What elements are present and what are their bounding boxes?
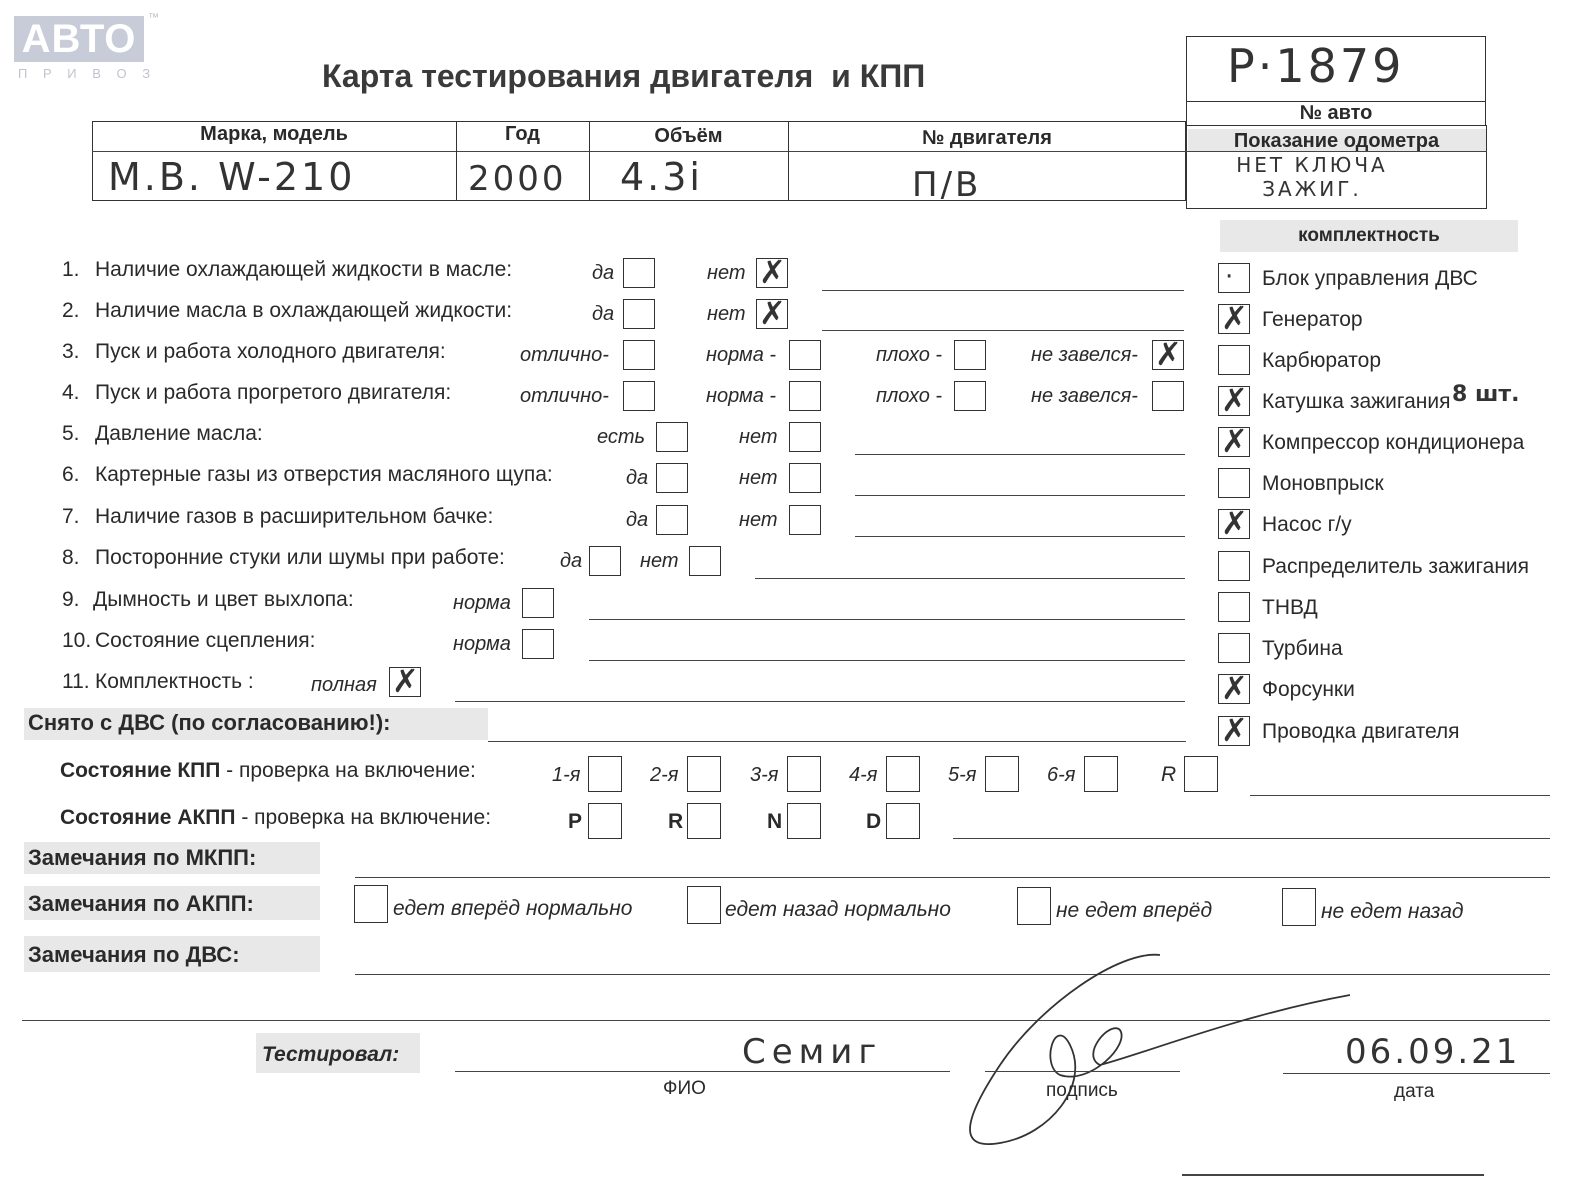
akpp-gear-p: P: [568, 810, 583, 833]
row-3-opt-excellent: отлично-: [520, 344, 609, 366]
kpp-gear-1-checkbox[interactable]: [588, 756, 622, 792]
check-mark-icon: ✗: [1155, 335, 1182, 373]
kpp-gear-3: 3-я: [750, 764, 779, 786]
remarks-mkpp-label: Замечания по МКПП:: [28, 845, 257, 870]
completeness-checkbox-ac-compressor[interactable]: [1218, 422, 1250, 460]
kpp-gear-1: 1-я: [552, 764, 581, 786]
akpp-no-forward-label: не едет вперёд: [1056, 899, 1213, 922]
completeness-checkbox-carburetor[interactable]: [1218, 345, 1250, 375]
row-1-number: 1.: [62, 258, 80, 281]
value-model: M.B. W-210: [108, 155, 356, 199]
row-6-opt-no: нет: [739, 467, 778, 489]
row-3-normal-checkbox[interactable]: [789, 340, 821, 370]
row-4-excellent-checkbox[interactable]: [623, 381, 655, 411]
row-4-text: Пуск и работа прогретого двигателя:: [95, 381, 452, 404]
row-7-opt-no: нет: [739, 509, 778, 531]
page-title: Карта тестирования двигателя и КПП: [322, 58, 926, 94]
row-2-no-checkbox[interactable]: [756, 294, 788, 332]
row-6-opt-yes: да: [626, 467, 649, 489]
row-4-nostart-checkbox[interactable]: [1152, 381, 1184, 411]
row-5-opt-yes: есть: [597, 426, 646, 448]
row-5-no-checkbox[interactable]: [789, 422, 821, 452]
row-11-full-checkbox[interactable]: [389, 662, 421, 700]
row-2-text: Наличие масла в охлаждающей жидкости:: [95, 299, 513, 322]
check-mark-icon: ✗: [1221, 504, 1248, 542]
check-mark-icon: ✗: [1221, 381, 1248, 419]
col-volume: Объём: [654, 125, 723, 147]
row-4-normal-checkbox[interactable]: [789, 381, 821, 411]
kpp-gear-6: 6-я: [1047, 764, 1076, 786]
row-4-opt-nostart: не завелся-: [1031, 385, 1138, 407]
row-5-text: Давление масла:: [95, 422, 263, 445]
value-engine-no: П/В: [912, 165, 982, 205]
logo-sub: П Р И В О З: [18, 66, 157, 81]
row-1-opt-no: нет: [707, 262, 746, 284]
akpp-label: [60, 806, 491, 830]
dot-mark-icon: ·: [1225, 262, 1234, 292]
completeness-item-carburetor: Карбюратор: [1262, 349, 1382, 372]
akpp-gear-r: R: [668, 810, 684, 833]
row-5-number: 5.: [62, 422, 80, 445]
logo-tm: ™: [148, 12, 159, 24]
completeness-checkbox-ecu[interactable]: [1218, 263, 1250, 293]
row-3-opt-bad: плохо -: [876, 344, 943, 366]
removed-label: Снято с ДВС (по согласованию!):: [28, 710, 391, 735]
kpp-gear-2: 2-я: [650, 764, 679, 786]
check-mark-icon: ✗: [759, 253, 786, 291]
kpp-gear-5-checkbox[interactable]: [985, 756, 1019, 792]
row-11-number: 11.: [62, 670, 90, 693]
row-3-bad-checkbox[interactable]: [954, 340, 986, 370]
logo-main: АВТО: [14, 16, 144, 62]
akpp-label-rest: - проверка на включение:: [235, 806, 492, 829]
col-model: Марка, модель: [200, 123, 348, 145]
completeness-checkbox-turbo[interactable]: [1218, 633, 1250, 663]
row-10-text: Состояние сцепления:: [95, 629, 316, 652]
kpp-label-rest: - проверка на включение:: [220, 759, 476, 782]
row-6-no-checkbox[interactable]: [789, 463, 821, 493]
row-8-number: 8.: [62, 546, 80, 569]
tested-date-value: 06.09.21: [1345, 1032, 1521, 1072]
tested-sign-label: подпись: [1046, 1080, 1118, 1101]
check-mark-icon: ✗: [759, 294, 786, 332]
kpp-gear-4: 4-я: [849, 764, 878, 786]
completeness-checkbox-generator[interactable]: [1218, 299, 1250, 337]
row-9-opt-normal: норма: [453, 592, 511, 614]
akpp-backward-ok-checkbox[interactable]: [687, 886, 721, 924]
completeness-checkbox-distributor[interactable]: [1218, 551, 1250, 581]
akpp-label-bold: Состояние АКПП: [60, 806, 236, 829]
row-8-no-checkbox[interactable]: [689, 546, 721, 576]
kpp-gear-4-checkbox[interactable]: [886, 756, 920, 792]
completeness-checkbox-injectors[interactable]: [1218, 669, 1250, 707]
logo: [14, 12, 164, 86]
row-7-number: 7.: [62, 505, 80, 528]
akpp-forward-ok-label: едет вперёд нормально: [393, 897, 633, 920]
row-4-number: 4.: [62, 381, 80, 404]
tested-date-label: дата: [1394, 1081, 1435, 1102]
row-8-text: Посторонние стуки или шумы при работе:: [95, 546, 505, 569]
coil-note: 8 шт.: [1452, 382, 1520, 407]
row-2-opt-no: нет: [707, 303, 746, 325]
car-number-value: P·1879: [1227, 39, 1405, 93]
row-3-number: 3.: [62, 340, 80, 363]
row-1-yes-checkbox[interactable]: [623, 258, 655, 288]
row-4-opt-normal: норма -: [706, 385, 777, 407]
remarks-akpp-label: Замечания по АКПП:: [28, 891, 254, 916]
completeness-item-generator: Генератор: [1262, 308, 1363, 331]
akpp-no-backward-label: не едет назад: [1321, 900, 1464, 923]
row-9-number: 9.: [62, 588, 80, 611]
completeness-title: комплектность: [1298, 225, 1440, 246]
completeness-checkbox-tnvd[interactable]: [1218, 592, 1250, 622]
check-mark-icon: ✗: [1221, 299, 1248, 337]
check-mark-icon: ✗: [1221, 422, 1248, 460]
completeness-item-wiring: Проводка двигателя: [1262, 720, 1460, 743]
row-10-number: 10.: [62, 629, 92, 652]
akpp-gear-d-checkbox[interactable]: [886, 803, 920, 839]
row-6-yes-checkbox[interactable]: [656, 463, 688, 493]
row-7-text: Наличие газов в расширительном бачке:: [95, 505, 494, 528]
remarks-dvs-label: Замечания по ДВС:: [28, 942, 240, 967]
col-year: Год: [505, 123, 540, 145]
row-2-opt-yes: да: [592, 303, 615, 325]
row-7-opt-yes: да: [626, 509, 649, 531]
value-volume: 4.3i: [620, 155, 703, 199]
row-4-opt-bad: плохо -: [876, 385, 943, 407]
completeness-item-turbo: Турбина: [1262, 637, 1343, 660]
row-4-opt-excellent: отлично-: [520, 385, 609, 407]
row-3-opt-nostart: не завелся-: [1031, 344, 1138, 366]
akpp-gear-n: N: [767, 810, 783, 833]
completeness-item-tnvd: ТНВД: [1262, 596, 1318, 619]
row-5-yes-checkbox[interactable]: [656, 422, 688, 452]
akpp-backward-ok-label: едет назад нормально: [725, 898, 951, 921]
akpp-gear-n-checkbox[interactable]: [787, 803, 821, 839]
completeness-item-ecu: Блок управления ДВС: [1262, 267, 1478, 290]
akpp-gear-p-checkbox[interactable]: [588, 803, 622, 839]
col-odometer: Показание одометра: [1233, 130, 1440, 152]
kpp-gear-3-checkbox[interactable]: [787, 756, 821, 792]
row-11-opt-full: полная: [311, 674, 377, 696]
value-odometer: НЕТ КЛЮЧА ЗАЖИГ.: [1236, 153, 1388, 201]
kpp-gear-r: R: [1161, 763, 1177, 786]
row-3-excellent-checkbox[interactable]: [623, 340, 655, 370]
akpp-no-forward-checkbox[interactable]: [1017, 887, 1051, 925]
row-7-yes-checkbox[interactable]: [656, 505, 688, 535]
akpp-forward-ok-checkbox[interactable]: [354, 885, 388, 923]
row-10-normal-checkbox[interactable]: [522, 629, 554, 659]
check-mark-icon: ✗: [1221, 669, 1248, 707]
completeness-item-coil: Катушка зажигания: [1262, 390, 1451, 413]
row-7-no-checkbox[interactable]: [789, 505, 821, 535]
row-5-opt-no: нет: [739, 426, 778, 448]
tested-label: Тестировал:: [262, 1043, 400, 1066]
completeness-checkbox-monoinjection[interactable]: [1218, 468, 1250, 498]
row-1-text: Наличие охлаждающей жидкости в масле:: [95, 258, 513, 281]
bottom-box-edge: [1182, 1174, 1484, 1176]
car-number-label: № авто: [1187, 101, 1485, 125]
row-9-normal-checkbox[interactable]: [522, 588, 554, 618]
row-10-opt-normal: норма: [453, 633, 511, 655]
row-2-number: 2.: [62, 299, 80, 322]
car-number-box: [1186, 36, 1486, 126]
completeness-item-monoinjection: Моновпрыск: [1262, 472, 1384, 495]
kpp-gear-6-checkbox[interactable]: [1084, 756, 1118, 792]
row-9-text: Дымность и цвет выхлопа:: [93, 588, 354, 611]
row-3-opt-normal: норма -: [706, 344, 777, 366]
tested-fio-label: ФИО: [663, 1078, 706, 1099]
header-table: [92, 121, 1487, 209]
akpp-no-backward-checkbox[interactable]: [1282, 888, 1316, 926]
kpp-gear-5: 5-я: [948, 764, 977, 786]
kpp-gear-r-checkbox[interactable]: [1184, 756, 1218, 792]
col-engine-no: № двигателя: [922, 127, 1052, 149]
row-4-bad-checkbox[interactable]: [954, 381, 986, 411]
completeness-item-distributor: Распределитель зажигания: [1262, 555, 1530, 578]
row-2-yes-checkbox[interactable]: [623, 299, 655, 329]
akpp-gear-r-checkbox[interactable]: [687, 803, 721, 839]
tested-fio-value: Семиг: [742, 1032, 883, 1072]
row-8-opt-no: нет: [640, 550, 679, 572]
kpp-label-bold: Состояние КПП: [60, 759, 221, 782]
check-mark-icon: ✗: [1221, 711, 1248, 749]
row-8-opt-yes: да: [560, 550, 583, 572]
kpp-label: [60, 759, 476, 783]
completeness-item-injectors: Форсунки: [1262, 678, 1355, 701]
row-8-yes-checkbox[interactable]: [589, 546, 621, 576]
completeness-checkbox-wiring[interactable]: [1218, 711, 1250, 749]
kpp-gear-2-checkbox[interactable]: [687, 756, 721, 792]
check-mark-icon: ✗: [392, 662, 419, 700]
row-6-text: Картерные газы из отверстия масляного щупа:: [95, 463, 553, 486]
row-3-nostart-checkbox[interactable]: [1152, 335, 1184, 373]
signature-icon: [940, 945, 1360, 1155]
row-1-opt-yes: да: [592, 262, 615, 284]
row-6-number: 6.: [62, 463, 80, 486]
akpp-gear-d: D: [866, 810, 882, 833]
row-11-text: Комплектность :: [95, 670, 254, 693]
row-1-no-checkbox[interactable]: [756, 253, 788, 291]
completeness-checkbox-ps-pump[interactable]: [1218, 504, 1250, 542]
completeness-item-ps-pump: Насос г/у: [1262, 513, 1352, 536]
value-year: 2000: [468, 159, 567, 199]
row-3-text: Пуск и работа холодного двигателя:: [95, 340, 446, 363]
completeness-item-ac-compressor: Компрессор кондиционера: [1262, 431, 1525, 454]
completeness-checkbox-coil[interactable]: [1218, 381, 1250, 419]
